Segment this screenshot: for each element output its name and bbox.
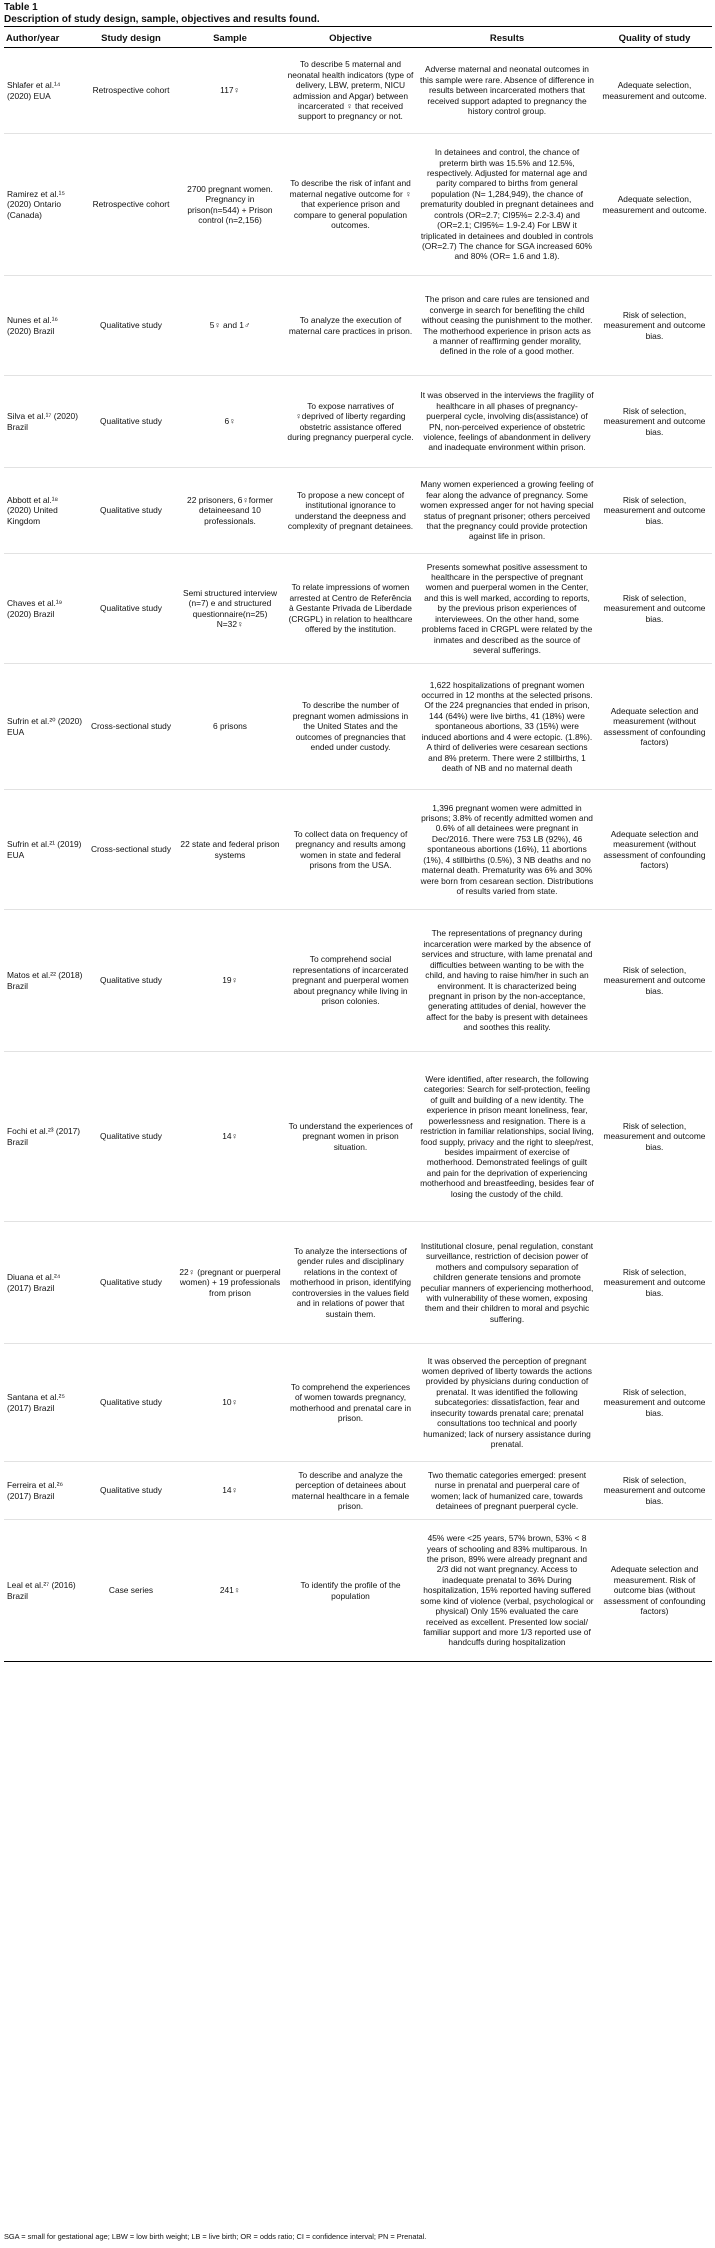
cell-results: Were identified, after research, the following categories: Search for self-protection, feeling of guilt and building of a new identity. The experience in prison meant loneliness, fear, powerlessness and resignation. There is a restriction in familiar relationships, social living, food supply, privacy and the right to sleep/rest, besides impairment of exercise of motherhood. Demonstrated feelings of guilt and pain for the deprivation of experiencing motherhood and breastfeeding, besides fear of losing the custody of the child. bbox=[417, 1052, 597, 1222]
cell-sample: 14♀ bbox=[176, 1052, 284, 1222]
cell-design: Qualitative study bbox=[86, 554, 176, 664]
cell-author: Chaves et al.¹⁹ (2020) Brazil bbox=[4, 554, 86, 664]
cell-quality: Risk of selection, measurement and outcome bias. bbox=[597, 276, 712, 376]
cell-sample: 5♀ and 1♂ bbox=[176, 276, 284, 376]
cell-design: Qualitative study bbox=[86, 1222, 176, 1344]
table-row bbox=[4, 1052, 712, 1222]
cell-objective: To propose a new concept of institutional ignorance to understand the deepness and complexity of pregnant detainees. bbox=[284, 468, 417, 554]
cell-sample: 22 state and federal prison systems bbox=[176, 790, 284, 910]
cell-quality: Risk of selection, measurement and outcome bias. bbox=[597, 376, 712, 468]
cell-quality: Adequate selection, measurement and outcome. bbox=[597, 134, 712, 276]
cell-design: Qualitative study bbox=[86, 276, 176, 376]
cell-results: 1,622 hospitalizations of pregnant women occurred in 12 months at the selected prisons. Of the 224 pregnancies that ended in prison, 144 (64%) were live births, 41 (18%) were spontaneous abortions, 33 (15%) were induced abortions and 4 were ectopic. (1.8%). A third of deliveries were cesarean sections and 8% preterm. There were 2 stillbirths, 1 death of NB and no maternal death bbox=[417, 664, 597, 790]
table-row bbox=[4, 910, 712, 1052]
cell-sample: 241♀ bbox=[176, 1520, 284, 1662]
cell-results: Two thematic categories emerged: present nurse in prenatal and puerperal care of women; lack of humanized care, towards detainees of pregnant puerperal cycle. bbox=[417, 1462, 597, 1520]
cell-objective: To describe 5 maternal and neonatal health indicators (type of delivery, LBW, preterm, NICU admission and Apgar) between incarcerated ♀ that received support to pregnancy or not. bbox=[284, 48, 417, 134]
cell-sample: 14♀ bbox=[176, 1462, 284, 1520]
cell-quality: Adequate selection and measurement (without assessment of confounding factors) bbox=[597, 790, 712, 910]
cell-results: Institutional closure, penal regulation, constant surveillance, restriction of decision power of mothers and compulsory separation of children generate tensions and promote peculiar manners of experiencing motherhood, with vulnerability of these women, exposing them and their children to moral and psychic suffering. bbox=[417, 1222, 597, 1344]
header-results: Results bbox=[417, 30, 597, 48]
table-row bbox=[4, 664, 712, 790]
cell-quality: Risk of selection, measurement and outcome bias. bbox=[597, 468, 712, 554]
cell-results: 1,396 pregnant women were admitted in prisons; 3.8% of recently admitted women and 0.6% of all detainees were pregnant in Dec/2016. There were 753 LB (92%), 46 spontaneous abortions (16%), 11 abortions (1%), 4 stillbirths (0.5%), 3 NB deaths and no maternal death. Prematurity was 6% and 30% were born from cesarean section. Distributions of results varied from state. bbox=[417, 790, 597, 910]
table-row bbox=[4, 376, 712, 468]
cell-author: Sufrin et al.²¹ (2019) EUA bbox=[4, 790, 86, 910]
cell-quality: Risk of selection, measurement and outcome bias. bbox=[597, 1462, 712, 1520]
table-caption: Description of study design, sample, objectives and results found. bbox=[4, 14, 712, 27]
cell-results: Many women experienced a growing feeling of fear along the advance of pregnancy. Some women expressed anger for not having special status of pregnant prisoner; others perceived that the pregnancy could provide protection against life in prison. bbox=[417, 468, 597, 554]
cell-objective: To expose narratives of ♀deprived of liberty regarding obstetric assistance offered during pregnancy puerperal cycle. bbox=[284, 376, 417, 468]
cell-results: In detainees and control, the chance of preterm birth was 15.5% and 12.5%, respectively. Adjusted for maternal age and parity compared to births from general population (N= 1,284,949), the chance of prematurity doubled in pregnant detainees and controls (OR=2.7; CI95%= 2.2-3.4) and (OR=2.1; CI95%= 1.9-2.4) For LBW it triplicated in detainees and doubled in controls (OR=2.7) The chance for SGA increased 60% and 80% (OR= 1.6 and 1.8). bbox=[417, 134, 597, 276]
cell-results: Adverse maternal and neonatal outcomes in this sample were rare. Absence of difference in results between incarcerated mothers that received support adapted to pregnancy the history control group. bbox=[417, 48, 597, 134]
cell-sample: 22 prisoners, 6♀former detaineesand 10 professionals. bbox=[176, 468, 284, 554]
cell-quality: Adequate selection and measurement. Risk of outcome bias (without assessment of confounding factors) bbox=[597, 1520, 712, 1662]
cell-quality: Adequate selection, measurement and outcome. bbox=[597, 48, 712, 134]
cell-design: Qualitative study bbox=[86, 1344, 176, 1462]
cell-quality: Risk of selection, measurement and outcome bias. bbox=[597, 554, 712, 664]
cell-objective: To comprehend social representations of incarcerated pregnant and puerperal women about pregnancy while living in prison colonies. bbox=[284, 910, 417, 1052]
cell-author: Diuana et al.²⁴ (2017) Brazil bbox=[4, 1222, 86, 1344]
cell-author: Ferreira et al.²⁶ (2017) Brazil bbox=[4, 1462, 86, 1520]
header-quality: Quality of study bbox=[597, 30, 712, 48]
cell-sample: 2700 pregnant women. Pregnancy in prison(n=544) + Prison control (n=2,156) bbox=[176, 134, 284, 276]
table-row bbox=[4, 468, 712, 554]
table-label: Table 1 bbox=[4, 2, 38, 13]
cell-objective: To identify the profile of the population bbox=[284, 1520, 417, 1662]
cell-author: Shlafer et al.¹⁴ (2020) EUA bbox=[4, 48, 86, 134]
cell-quality: Adequate selection and measurement (without assessment of confounding factors) bbox=[597, 664, 712, 790]
cell-author: Matos et al.²² (2018) Brazil bbox=[4, 910, 86, 1052]
cell-design: Qualitative study bbox=[86, 376, 176, 468]
cell-sample: 6♀ bbox=[176, 376, 284, 468]
cell-author: Silva et al.¹⁷ (2020) Brazil bbox=[4, 376, 86, 468]
cell-objective: To relate impressions of women arrested at Centro de Referência à Gestante Privada de Liberdade (CRGPL) in relation to healthcare offered by the institution. bbox=[284, 554, 417, 664]
cell-design: Qualitative study bbox=[86, 910, 176, 1052]
cell-sample: 22♀ (pregnant or puerperal women) + 19 professionals from prison bbox=[176, 1222, 284, 1344]
table-row bbox=[4, 48, 712, 134]
header-sample: Sample bbox=[176, 30, 284, 48]
cell-author: Fochi et al.²³ (2017) Brazil bbox=[4, 1052, 86, 1222]
cell-quality: Risk of selection, measurement and outcome bias. bbox=[597, 1222, 712, 1344]
cell-sample: Semi structured interview (n=7) e and structured questionnaire(n=25) N=32♀ bbox=[176, 554, 284, 664]
cell-author: Santana et al.²⁵ (2017) Brazil bbox=[4, 1344, 86, 1462]
header-objective: Objective bbox=[284, 30, 417, 48]
table-row bbox=[4, 1222, 712, 1344]
cell-results: The representations of pregnancy during incarceration were marked by the absence of services and structure, with lame prenatal and difficulties between wanting to be with the child, and having to raise him/her in such an environment. It is characterized being pregnant in prison by the non-acceptance, generating attitudes of denial, however the affect for the baby is present with detainees and soothes this reality. bbox=[417, 910, 597, 1052]
cell-quality: Risk of selection, measurement and outcome bias. bbox=[597, 1344, 712, 1462]
table-header-row bbox=[4, 30, 712, 48]
cell-design: Retrospective cohort bbox=[86, 134, 176, 276]
table-row bbox=[4, 276, 712, 376]
table-footnote: SGA = small for gestational age; LBW = low birth weight; LB = live birth; OR = odds ratio; CI = confidence interval; PN = Prenatal. bbox=[4, 2232, 427, 2241]
cell-design: Cross-sectional study bbox=[86, 664, 176, 790]
cell-objective: To understand the experiences of pregnant women in prison situation. bbox=[284, 1052, 417, 1222]
cell-author: Nunes et al.¹⁶ (2020) Brazil bbox=[4, 276, 86, 376]
cell-author: Leal et al.²⁷ (2016) Brazil bbox=[4, 1520, 86, 1662]
cell-design: Cross-sectional study bbox=[86, 790, 176, 910]
cell-sample: 19♀ bbox=[176, 910, 284, 1052]
header-study-design: Study design bbox=[86, 30, 176, 48]
cell-results: 45% were <25 years, 57% brown, 53% < 8 years of schooling and 83% multiparous. In the prison, 89% were already pregnant and 2/3 did not want pregnancy. Access to inadequate prenatal to 36% During hospitalization, 15% reported having suffered some kind of violence (verbal, psychological or physical) Only 15% evaluated the care received as excellent. Presented low social/ familiar support and more 1/3 reported use of handcuffs during hospitalization bbox=[417, 1520, 597, 1662]
table-row bbox=[4, 134, 712, 276]
table-row bbox=[4, 1520, 712, 1662]
cell-objective: To collect data on frequency of pregnancy and results among women in state and federal prisons from the USA. bbox=[284, 790, 417, 910]
cell-sample: 6 prisons bbox=[176, 664, 284, 790]
cell-design: Qualitative study bbox=[86, 1462, 176, 1520]
cell-sample: 117♀ bbox=[176, 48, 284, 134]
cell-objective: To analyze the execution of maternal care practices in prison. bbox=[284, 276, 417, 376]
cell-objective: To describe and analyze the perception of detainees about maternal healthcare in a female prison. bbox=[284, 1462, 417, 1520]
cell-author: Abbott et al.¹⁸ (2020) United Kingdom bbox=[4, 468, 86, 554]
table-row bbox=[4, 1344, 712, 1462]
cell-quality: Risk of selection, measurement and outcome bias. bbox=[597, 1052, 712, 1222]
cell-sample: 10♀ bbox=[176, 1344, 284, 1462]
cell-author: Ramirez et al.¹⁵ (2020) Ontario (Canada) bbox=[4, 134, 86, 276]
cell-design: Qualitative study bbox=[86, 468, 176, 554]
cell-results: The prison and care rules are tensioned and converge in search for benefiting the child without ceasing the punishment to the mother. The motherhood experience in prison acts as a manner of reaffirming gender morality, defined in the role of a good mother. bbox=[417, 276, 597, 376]
header-author-year: Author/year bbox=[4, 30, 86, 48]
cell-objective: To describe the risk of infant and maternal negative outcome for ♀ that experience prison and compare to general population outcomes. bbox=[284, 134, 417, 276]
cell-author: Sufrin et al.²⁰ (2020) EUA bbox=[4, 664, 86, 790]
cell-objective: To comprehend the experiences of women towards pregnancy, motherhood and prenatal care in prison. bbox=[284, 1344, 417, 1462]
cell-quality: Risk of selection, measurement and outcome bias. bbox=[597, 910, 712, 1052]
table-row bbox=[4, 790, 712, 910]
cell-results: Presents somewhat positive assessment to healthcare in the perspective of pregnant women and puerperal women in the Center, and this is well marked, according to reports, by the previous prison experiences of interviewees. On the other hand, some problems faced in CRGPL were related by the inmates and described as the source of several sufferings. bbox=[417, 554, 597, 664]
cell-results: It was observed in the interviews the fragility of healthcare in all phases of pregnancy-puerperal cycle, involving dis(assistance) of PN, non-perceived experience of obstetric violence, feelings of abandonment in delivery and inadequate environment within prison. bbox=[417, 376, 597, 468]
study-table bbox=[4, 30, 712, 1662]
cell-results: It was observed the perception of pregnant women deprived of liberty towards the actions provided by physicians during conduction of prenatal. It was identified the following subcategories: dissatisfaction, fear and insecurity towards prenatal care; prenatal consultations too technical and poorly humanized; lack of nursery assistance during prenatal. bbox=[417, 1344, 597, 1462]
table-row bbox=[4, 554, 712, 664]
cell-objective: To describe the number of pregnant women admissions in the United States and the outcomes of pregnancies that ended under custody. bbox=[284, 664, 417, 790]
cell-design: Retrospective cohort bbox=[86, 48, 176, 134]
cell-objective: To analyze the intersections of gender rules and disciplinary relations in the context of motherhood in prison, identifying controversies in the values field and in relations of power that sustain them. bbox=[284, 1222, 417, 1344]
table-row bbox=[4, 1462, 712, 1520]
cell-design: Case series bbox=[86, 1520, 176, 1662]
cell-design: Qualitative study bbox=[86, 1052, 176, 1222]
